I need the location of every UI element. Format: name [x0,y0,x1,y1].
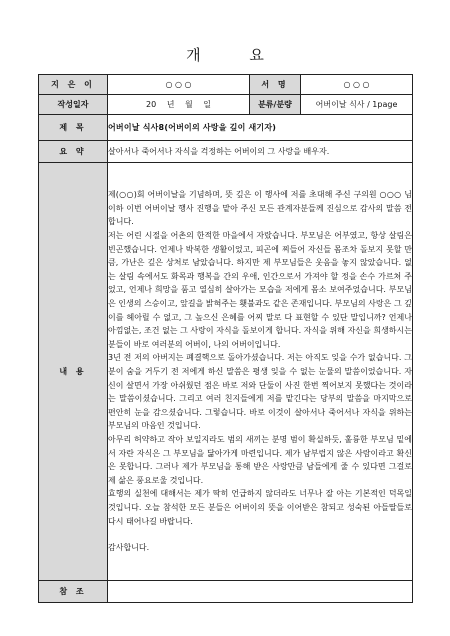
category-value: 어버이날 식사 / 1page [301,95,413,115]
date-value: 20 년 월 일 [108,95,250,115]
reference-row [39,581,413,603]
subject-label: 제 목 [39,115,108,141]
content-paragraph: 저는 어린 시절을 어촌의 한적한 마을에서 자랐습니다. 부모님은 어부였고, 항상 살림은 빈곤했습니다. 언제나 박복한 생활이었고, 피곤에 찌들어 자신들 몸조차 돌보지 못할 만큼, 가난은 깊은 상처로 남았습니다. 하지만 제 부모님들은 웃음을 놓지 않았습니다. 없는 살림 속에서도 화목과 행복을 간의 우애, 인간으로서 가져야 할 정을 손수 가르쳐 주었고, 언제나 희망을 품고 열심히 살아가는 모습을 저에게 몸소 보여주었습니다. 부모님은 인생의 스승이고, 앞길을 밝혀주는 횃불과도 같은 존재입니다. 부모님의 사랑은 그 깊이를 헤아릴 수 없고, 그 높으신 은혜를 어찌 말로 다 표현할 수 있단 말입니까? 언제나 아낌없는, 조건 없는 그 사랑이 자식을 돌보이게 합니다. 자식을 위해 자신을 희생하시는 분들이 바로 여러분의 어버이, 나의 어버이입니다. [108,231,412,349]
subject-row [39,115,413,141]
date-row [39,95,413,115]
signature-value: ○ ○ ○ [301,75,413,95]
content-paragraph: 감사합니다. [108,543,150,553]
reference-value [108,581,413,603]
signature-label: 서 명 [250,75,301,95]
content-label: 내 용 [39,163,108,581]
subject-value: 어버이날 식사8(어버이의 사랑을 깊이 새기자) [108,115,413,141]
date-label: 작성일자 [39,95,108,115]
author-label: 지 은 이 [39,75,108,95]
content-paragraph [108,528,412,541]
content-body [108,163,413,581]
content-paragraph: 아무리 허약하고 작아 보일지라도 범의 새끼는 분명 범이 확실하듯, 훌륭한 부모님 밑에서 자란 자식은 그 부모님을 닮아가게 마련입니다. 제가 남부럽지 않은 사람이라고 확신은 못합니다. 그러나 제가 부모님을 통해 받은 사랑만큼 남들에게 줄 수 있다면 그걸로 제 삶은 풍요로울 것입니다. [108,434,412,485]
content-paragraph: 효행의 실천에 대해서는 제가 딱히 언급하지 않더라도 너무나 잘 아는 기본적인 덕목일 것입니다. 오늘 참석한 모든 분들은 어버이의 뜻을 이어받은 참되고 성숙된 아들딸들로 다시 태어나길 바랍니다. [108,489,412,526]
summary-row [39,141,413,163]
content-paragraph: 제(○○)회 어버이날을 기념하며, 뜻 깊은 이 행사에 저를 초대해 주신 구의원 ○○○ 님 이하 이번 어버이날 행사 진행을 맡아 주신 모든 관계자분들께 진심으로 감사의 말씀 전합니다. [108,190,412,227]
category-label: 분류/분량 [250,95,301,115]
summary-value: 살아서나 죽어서나 자식을 걱정하는 어버이의 그 사랑을 배우자. [108,141,413,163]
reference-label: 참 조 [39,581,108,603]
author-value: ○ ○ ○ [108,75,250,95]
content-row [39,163,413,581]
content-paragraph: 3년 전 저의 아버지는 폐결핵으로 돌아가셨습니다. 저는 아직도 잊을 수가 없습니다. 그 분이 숨을 거두기 전 저에게 하신 말씀은 평생 잊을 수 없는 눈물의 말씀이었습니다. 자신이 살면서 가장 아쉬웠던 점은 바로 저와 단둘이 사진 한번 찍어보지 못했다는 것이라는 말씀이셨습니다. 그리고 여러 친지들에게 저를 맡긴다는 당부의 말씀을 마지막으로 편안히 눈을 감으셨습니다. 그렇습니다. 바로 이것이 살아서나 죽어서나 자식을 위하는 부모님의 마음인 것입니다. [108,353,412,431]
summary-label: 요 약 [39,141,108,163]
summary-form-table [38,74,413,603]
page-title: 개 요 [186,46,286,64]
author-row [39,75,413,95]
